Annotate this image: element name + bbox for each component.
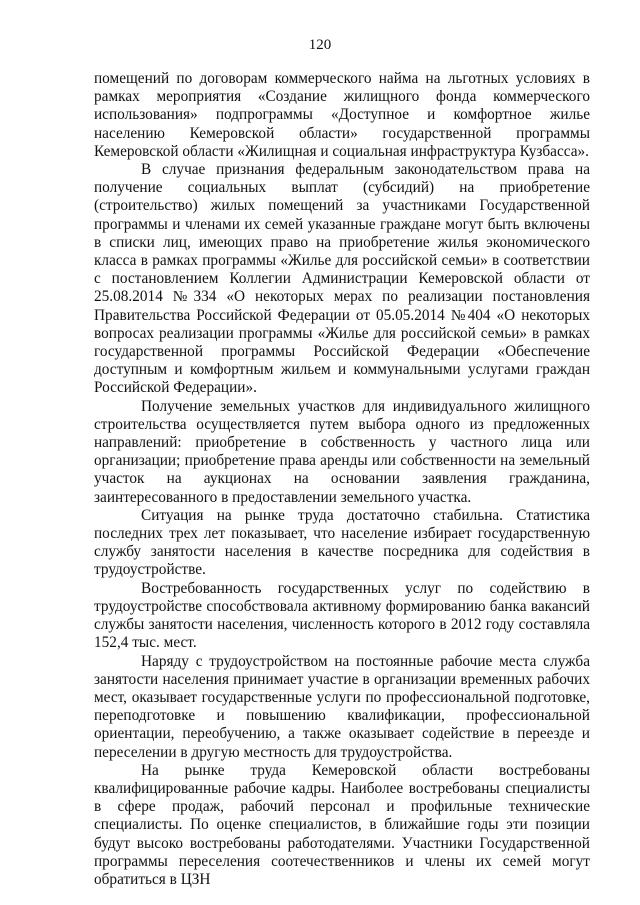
paragraph-social-payments: В случае признания федеральным законодательством права на получение социальных выплат (субсидий) на приобретение (строительство) жилых помещений за участниками Государственной программы и членами их семей указанные граждане могут быть включены в списки лиц, имеющих право на приобретение жилья экономического класса в рамках программы «Жилье для российской семьи» в соответствии с постановлением Коллегии Администрации Кемеровской области от 25.08.2014 №334 «О некоторых мерах по реализации постановления Правительства Российской Федерации от 05.05.2014 №404 «О некоторых вопросах реализации программы «Жилье для российской семьи» в рамках государственной программы Российской Федерации «Обеспечение доступным и комфортным жильем и коммунальными услугами граждан Российской Федерации».: [94, 161, 590, 397]
body-text: [94, 70, 590, 889]
paragraph-continuation: помещений по договорам коммерческого найма на льготных условиях в рамках мероприятия «Создание жилищного фонда коммерческого использования» подпрограммы «Доступное и комфортное жилье населению Кемеровской области» государственной программы Кемеровской области «Жилищная и социальная инфраструктура Кузбасса».: [94, 70, 590, 160]
paragraph-vacancy-bank: Востребованность государственных услуг по содействию в трудоустройстве способствовала активному формированию банка вакансий службы занятости населения, численность которого в 2012 году составляла 152,4 тыс. мест.: [94, 579, 590, 652]
paragraph-labor-market: Ситуация на рынке труда достаточно стабильна. Статистика последних трех лет показывает, что население избирает государственную службу занятости населения в качестве посредника для содействия в трудоустройстве.: [94, 506, 590, 579]
paragraph-demanded-workers: На рынке труда Кемеровской области востребованы квалифицированные рабочие кадры. Наиболее востребованы специалисты в сфере продаж, рабочий персонал и профильные технические специалисты. По оценке специалистов, в ближайшие годы эти позиции будут высоко востребованы работодателями. Участники Государственной программы переселения соотечественников и члены их семей могут обратиться в ЦЗН: [94, 761, 590, 888]
paragraph-land-plots: Получение земельных участков для индивидуального жилищного строительства осуществляется путем выбора одного из предложенных направлений: приобретение в собственность у частного лица или организации; приобретение права аренды или собственности на земельный участок на аукционах на основании заявления гражданина, заинтересованного в предоставлении земельного участка.: [94, 397, 590, 506]
paragraph-employment-service: Наряду с трудоустройством на постоянные рабочие места служба занятости населения принимает участие в организации временных рабочих мест, оказывает государственные услуги по профессиональной подготовке, переподготовке и повышению квалификации, профессиональной ориентации, переобучению, а также оказывает содействие в переезде и переселении в другую местность для трудоустройства.: [94, 652, 590, 761]
page-number: 120: [308, 37, 332, 53]
